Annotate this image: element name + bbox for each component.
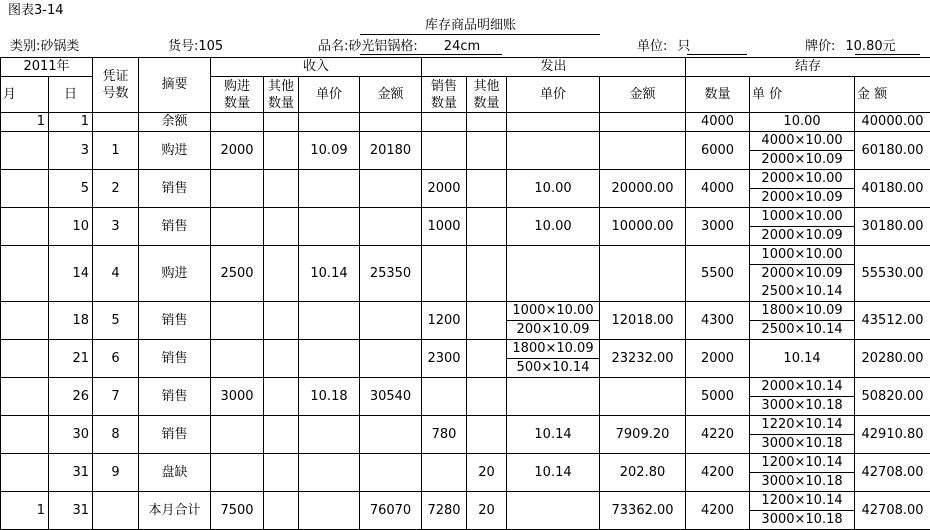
out-other-qty-cell <box>467 113 507 132</box>
price-value: 10.80元 <box>845 39 895 54</box>
category-label: 类别: <box>10 39 40 54</box>
item-no-label: 货号: <box>168 39 198 54</box>
ledger-row <box>1 340 930 378</box>
voucher-cell: 5 <box>93 302 139 340</box>
in-amount-cell <box>360 454 422 492</box>
price-breakdown-line: 10.00 <box>534 219 571 234</box>
out-amount-cell: 20000.00 <box>600 170 686 208</box>
price-breakdown-line: 3000×10.18 <box>750 473 854 491</box>
summary-cell: 购进 <box>139 246 211 302</box>
out-other-qty-cell <box>467 416 507 454</box>
out-amount-cell <box>600 132 686 170</box>
out-other-qty-cell <box>467 208 507 246</box>
balance-amount-cell: 42910.80 <box>855 416 930 454</box>
in-amount-cell <box>360 208 422 246</box>
balance-qty-header: 数量 <box>686 77 750 113</box>
price-breakdown-line: 1800×10.09 <box>507 340 599 359</box>
out-qty-cell: 780 <box>422 416 467 454</box>
voucher-cell: 7 <box>93 378 139 416</box>
out-qty-cell: 2000 <box>422 170 467 208</box>
day-cell: 21 <box>49 340 93 378</box>
out-amount-cell: 12018.00 <box>600 302 686 340</box>
product-name-underline <box>360 54 502 55</box>
balance-qty-cell: 5500 <box>686 246 750 302</box>
summary-cell: 购进 <box>139 132 211 170</box>
out-amount-cell: 73362.00 <box>600 492 686 530</box>
price-underline <box>855 54 920 55</box>
in-unit-price-cell <box>299 454 360 492</box>
summary-cell: 销售 <box>139 416 211 454</box>
inventory-ledger-table <box>0 57 930 530</box>
spec-value: 24cm <box>444 39 480 54</box>
balance-amount-cell: 42708.00 <box>855 492 930 530</box>
out-unit-price-cell <box>507 416 600 454</box>
in-unit-price-cell <box>299 170 360 208</box>
balance-unit-price-cell <box>750 302 855 340</box>
summary-cell: 销售 <box>139 378 211 416</box>
price-breakdown-line: 10.00 <box>783 114 820 129</box>
ledger-row <box>1 492 930 530</box>
balance-unit-price-cell <box>750 132 855 170</box>
day-cell: 31 <box>49 492 93 530</box>
in-other-qty-cell <box>264 340 299 378</box>
in-unit-price-cell <box>299 113 360 132</box>
ledger-row <box>1 378 930 416</box>
price-breakdown-line: 1000×10.00 <box>507 302 599 321</box>
price-field <box>805 39 896 55</box>
price-breakdown-line: 1200×10.14 <box>750 492 854 511</box>
day-cell: 10 <box>49 208 93 246</box>
ledger-row <box>1 170 930 208</box>
in-amount-cell: 20180 <box>360 132 422 170</box>
year-header: 2011年 <box>1 58 93 77</box>
balance-unit-price-cell <box>750 492 855 530</box>
month-cell: 1 <box>1 492 49 530</box>
balance-unit-price-cell <box>750 246 855 302</box>
balance-qty-cell: 4220 <box>686 416 750 454</box>
day-cell: 31 <box>49 454 93 492</box>
purchase-qty-header: 购进 数量 <box>211 77 264 113</box>
voucher-cell <box>93 113 139 132</box>
out-amount-cell <box>600 113 686 132</box>
balance-unit-price-cell <box>750 340 855 378</box>
summary-cell: 销售 <box>139 208 211 246</box>
balance-qty-cell: 4000 <box>686 113 750 132</box>
price-breakdown-line: 10.00 <box>534 181 571 196</box>
balance-unit-price-cell <box>750 208 855 246</box>
out-other-qty-cell <box>467 302 507 340</box>
price-breakdown-line: 10.14 <box>534 427 571 442</box>
category-value: 砂锅类 <box>40 39 79 54</box>
in-qty-cell: 2500 <box>211 246 264 302</box>
day-cell: 3 <box>49 132 93 170</box>
price-breakdown-line: 1200×10.14 <box>750 454 854 473</box>
in-qty-cell <box>211 454 264 492</box>
day-cell: 1 <box>49 113 93 132</box>
price-breakdown-line: 4000×10.00 <box>750 132 854 151</box>
out-amount-header: 金额 <box>600 77 686 113</box>
in-unit-price-header: 单价 <box>299 77 360 113</box>
balance-amount-cell: 55530.00 <box>855 246 930 302</box>
out-unit-price-cell <box>507 454 600 492</box>
in-qty-cell <box>211 416 264 454</box>
out-unit-price-cell <box>507 132 600 170</box>
summary-cell: 销售 <box>139 302 211 340</box>
balance-amount-cell: 43512.00 <box>855 302 930 340</box>
in-unit-price-cell: 10.18 <box>299 378 360 416</box>
price-breakdown-line: 2000×10.09 <box>750 265 854 283</box>
voucher-cell: 4 <box>93 246 139 302</box>
out-unit-price-cell <box>507 302 600 340</box>
balance-unit-price-cell <box>750 416 855 454</box>
voucher-cell: 8 <box>93 416 139 454</box>
out-unit-price-cell <box>507 378 600 416</box>
unit-value: 只 <box>677 39 690 54</box>
month-cell <box>1 208 49 246</box>
month-cell <box>1 246 49 302</box>
voucher-cell: 9 <box>93 454 139 492</box>
unit-label: 单位: <box>637 39 667 54</box>
in-qty-cell <box>211 170 264 208</box>
out-unit-price-cell <box>507 170 600 208</box>
balance-unit-price-header: 单 价 <box>750 77 855 113</box>
balance-amount-header: 金 额 <box>855 77 930 113</box>
in-qty-cell: 3000 <box>211 378 264 416</box>
out-other-qty-cell <box>467 132 507 170</box>
balance-unit-price-cell <box>750 378 855 416</box>
balance-amount-cell: 40180.00 <box>855 170 930 208</box>
summary-cell: 销售 <box>139 340 211 378</box>
in-other-qty-cell <box>264 416 299 454</box>
price-breakdown-line: 3000×10.18 <box>750 397 854 415</box>
voucher-cell: 3 <box>93 208 139 246</box>
spec-label: 格: <box>400 39 417 54</box>
price-breakdown-line: 1000×10.00 <box>750 208 854 227</box>
balance-qty-cell: 5000 <box>686 378 750 416</box>
out-qty-cell: 1000 <box>422 208 467 246</box>
month-cell <box>1 170 49 208</box>
price-breakdown-line: 1220×10.14 <box>750 416 854 435</box>
out-qty-cell <box>422 378 467 416</box>
balance-amount-cell: 42708.00 <box>855 454 930 492</box>
in-amount-cell: 25350 <box>360 246 422 302</box>
summary-cell: 本月合计 <box>139 492 211 530</box>
in-unit-price-cell <box>299 208 360 246</box>
other-out-qty-header: 其他 数量 <box>467 77 507 113</box>
product-name-label: 品名: <box>318 39 348 54</box>
out-amount-cell <box>600 246 686 302</box>
in-unit-price-cell <box>299 302 360 340</box>
in-amount-header: 金额 <box>360 77 422 113</box>
out-qty-cell <box>422 132 467 170</box>
in-qty-cell <box>211 208 264 246</box>
voucher-header: 凭证 号数 <box>93 58 139 113</box>
other-in-qty-header: 其他 数量 <box>264 77 299 113</box>
out-amount-cell: 10000.00 <box>600 208 686 246</box>
balance-qty-cell: 4300 <box>686 302 750 340</box>
ledger-title: 库存商品明细账 <box>425 18 516 34</box>
issue-header: 发出 <box>422 58 686 77</box>
day-cell: 18 <box>49 302 93 340</box>
price-breakdown-line: 10.14 <box>534 465 571 480</box>
balance-unit-price-cell <box>750 170 855 208</box>
out-other-qty-cell: 20 <box>467 492 507 530</box>
price-breakdown-line: 1800×10.09 <box>750 302 854 321</box>
price-label: 牌价: <box>805 39 835 54</box>
price-breakdown-line: 2000×10.14 <box>750 378 854 397</box>
in-other-qty-cell <box>264 132 299 170</box>
income-header: 收入 <box>211 58 422 77</box>
out-qty-cell <box>422 113 467 132</box>
month-cell <box>1 302 49 340</box>
in-amount-cell <box>360 170 422 208</box>
balance-amount-cell: 30180.00 <box>855 208 930 246</box>
summary-cell: 销售 <box>139 170 211 208</box>
price-breakdown-line: 3000×10.18 <box>750 435 854 453</box>
month-cell <box>1 132 49 170</box>
out-unit-price-cell <box>507 246 600 302</box>
price-breakdown-line: 1000×10.00 <box>750 246 854 265</box>
in-amount-cell <box>360 340 422 378</box>
unit-field <box>637 39 690 55</box>
in-other-qty-cell <box>264 246 299 302</box>
ledger-row <box>1 246 930 302</box>
voucher-cell: 6 <box>93 340 139 378</box>
balance-amount-cell: 60180.00 <box>855 132 930 170</box>
unit-underline <box>687 54 747 55</box>
item-no-value: 105 <box>198 39 223 54</box>
balance-qty-cell: 3000 <box>686 208 750 246</box>
out-unit-price-cell <box>507 113 600 132</box>
balance-header: 结存 <box>686 58 930 77</box>
out-other-qty-cell <box>467 378 507 416</box>
summary-cell: 余额 <box>139 113 211 132</box>
balance-qty-cell: 2000 <box>686 340 750 378</box>
out-unit-price-cell <box>507 340 600 378</box>
figure-label: 图表3-14 <box>8 3 64 19</box>
balance-qty-cell: 4000 <box>686 170 750 208</box>
month-cell: 1 <box>1 113 49 132</box>
out-unit-price-cell <box>507 492 600 530</box>
ledger-row <box>1 416 930 454</box>
out-qty-cell: 1200 <box>422 302 467 340</box>
ledger-row <box>1 454 930 492</box>
out-amount-cell: 202.80 <box>600 454 686 492</box>
ledger-row <box>1 132 930 170</box>
price-breakdown-line: 500×10.14 <box>507 359 599 377</box>
in-other-qty-cell <box>264 170 299 208</box>
out-other-qty-cell <box>467 246 507 302</box>
month-cell <box>1 340 49 378</box>
out-other-qty-cell <box>467 340 507 378</box>
day-cell: 30 <box>49 416 93 454</box>
in-unit-price-cell <box>299 416 360 454</box>
day-header: 日 <box>49 77 93 113</box>
in-other-qty-cell <box>264 492 299 530</box>
product-name-field <box>318 39 480 55</box>
day-cell: 14 <box>49 246 93 302</box>
price-breakdown-line: 3000×10.18 <box>750 511 854 529</box>
out-amount-cell: 23232.00 <box>600 340 686 378</box>
title-underline <box>360 34 600 35</box>
balance-amount-cell: 40000.00 <box>855 113 930 132</box>
balance-qty-cell: 4200 <box>686 492 750 530</box>
balance-qty-cell: 6000 <box>686 132 750 170</box>
voucher-cell: 2 <box>93 170 139 208</box>
ledger-row <box>1 302 930 340</box>
in-qty-cell <box>211 340 264 378</box>
in-amount-cell: 30540 <box>360 378 422 416</box>
in-amount-cell <box>360 416 422 454</box>
balance-unit-price-cell <box>750 454 855 492</box>
balance-amount-cell: 20280.00 <box>855 340 930 378</box>
in-qty-cell: 2000 <box>211 132 264 170</box>
day-cell: 5 <box>49 170 93 208</box>
ledger-row <box>1 113 930 132</box>
price-breakdown-line: 2500×10.14 <box>750 321 854 339</box>
price-breakdown-line: 10.14 <box>783 351 820 366</box>
in-other-qty-cell <box>264 302 299 340</box>
balance-unit-price-cell <box>750 113 855 132</box>
in-amount-cell: 76070 <box>360 492 422 530</box>
month-cell <box>1 378 49 416</box>
price-breakdown-line: 200×10.09 <box>507 321 599 339</box>
out-unit-price-header: 单价 <box>507 77 600 113</box>
out-other-qty-cell: 20 <box>467 454 507 492</box>
month-cell <box>1 416 49 454</box>
summary-header: 摘要 <box>139 58 211 113</box>
in-qty-cell <box>211 113 264 132</box>
in-amount-cell <box>360 113 422 132</box>
in-qty-cell: 7500 <box>211 492 264 530</box>
product-name-value: 砂光铝锅 <box>348 39 400 54</box>
in-amount-cell <box>360 302 422 340</box>
in-other-qty-cell <box>264 113 299 132</box>
out-amount-cell: 7909.20 <box>600 416 686 454</box>
voucher-cell <box>93 492 139 530</box>
summary-cell: 盘缺 <box>139 454 211 492</box>
in-unit-price-cell <box>299 492 360 530</box>
price-breakdown-line: 2000×10.00 <box>750 170 854 189</box>
in-qty-cell <box>211 302 264 340</box>
category-field <box>10 39 79 55</box>
price-breakdown-line: 2000×10.09 <box>750 189 854 207</box>
price-breakdown-line: 2000×10.09 <box>750 151 854 169</box>
price-breakdown-line: 2500×10.14 <box>750 283 854 301</box>
in-other-qty-cell <box>264 208 299 246</box>
month-cell <box>1 454 49 492</box>
out-qty-cell: 2300 <box>422 340 467 378</box>
balance-amount-cell: 50820.00 <box>855 378 930 416</box>
out-qty-cell <box>422 246 467 302</box>
in-unit-price-cell <box>299 340 360 378</box>
price-breakdown-line: 2000×10.09 <box>750 227 854 245</box>
in-other-qty-cell <box>264 454 299 492</box>
out-unit-price-cell <box>507 208 600 246</box>
out-other-qty-cell <box>467 170 507 208</box>
day-cell: 26 <box>49 378 93 416</box>
out-amount-cell <box>600 378 686 416</box>
out-qty-cell <box>422 454 467 492</box>
out-qty-cell: 7280 <box>422 492 467 530</box>
in-other-qty-cell <box>264 378 299 416</box>
voucher-cell: 1 <box>93 132 139 170</box>
balance-qty-cell: 4200 <box>686 454 750 492</box>
item-no-field <box>168 39 223 55</box>
in-unit-price-cell: 10.09 <box>299 132 360 170</box>
in-unit-price-cell: 10.14 <box>299 246 360 302</box>
sales-qty-header: 销售 数量 <box>422 77 467 113</box>
ledger-row <box>1 208 930 246</box>
month-header: 月 <box>1 77 49 113</box>
